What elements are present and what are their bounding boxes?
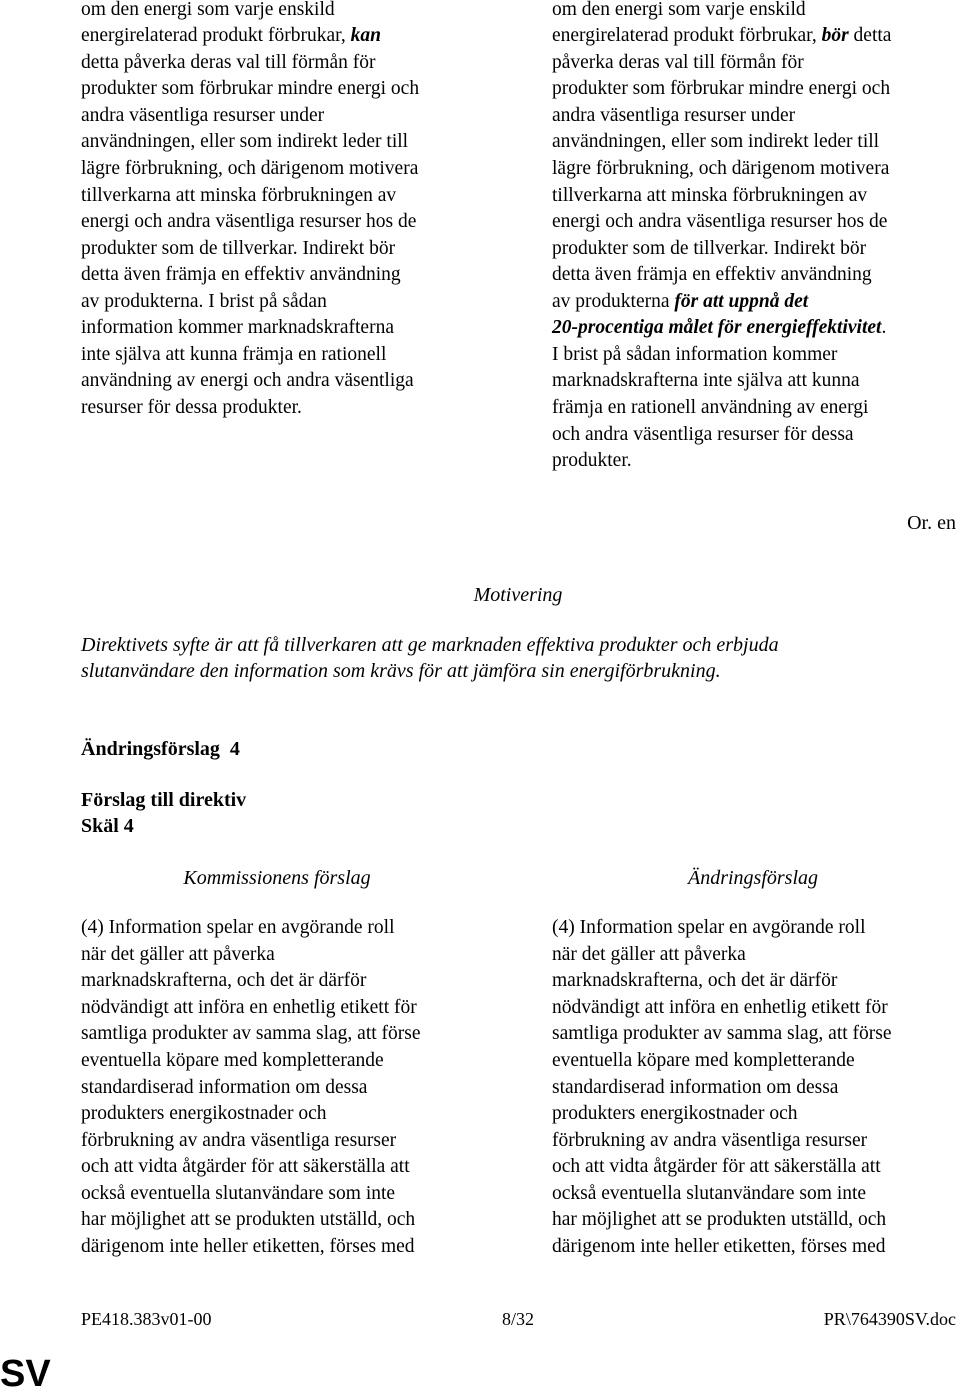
text-line: energi och andra väsentliga resurser hos de <box>81 211 417 232</box>
original-language-label: Or. en <box>907 512 956 534</box>
text-line: andra väsentliga resurser under <box>81 105 325 126</box>
text-line: I brist på sådan information kommer <box>552 344 838 365</box>
text-line: förbrukning av andra väsentliga resurser <box>552 1130 868 1151</box>
text-line: (4) Information spelar en avgörande roll <box>81 917 395 938</box>
amendment-title: Ändringsförslag 4 <box>81 738 240 760</box>
text-line: och att vidta åtgärder för att säkerställa att <box>552 1156 881 1177</box>
text-line: om den energi som varje enskild <box>552 0 806 20</box>
text-line: och andra väsentliga resurser för dessa <box>552 424 854 445</box>
justification-line: Direktivets syfte är att få tillverkaren att ge marknaden effektiva produkter och erbjuda <box>81 634 779 656</box>
text-line: produkter som de tillverkar. Indirekt bör <box>552 238 867 259</box>
recital-title: Skäl 4 <box>81 815 134 837</box>
text-line: eventuella köpare med kompletterande <box>81 1050 384 1071</box>
text-line: energirelaterad produkt förbrukar, kan <box>81 25 381 46</box>
text-line: när det gäller att påverka <box>81 944 275 965</box>
text-line: marknadskrafterna, och det är därför <box>81 970 367 991</box>
text-line: produkters energikostnader och <box>552 1103 798 1124</box>
text-line: (4) Information spelar en avgörande roll <box>552 917 866 938</box>
text-line: detta även främja en effektiv användning <box>81 264 401 285</box>
text-line: standardiserad information om dessa <box>81 1077 368 1098</box>
text-line: detta påverka deras val till förmån för <box>81 52 376 73</box>
text-line: lägre förbrukning, och därigenom motivera <box>552 158 890 179</box>
text-line: produkter som förbrukar mindre energi och <box>552 78 891 99</box>
text-line: påverka deras val till förmån för <box>552 52 804 73</box>
text-line: när det gäller att påverka <box>552 944 746 965</box>
text-line: produkter. <box>552 450 632 471</box>
emphasis-bor: bör <box>821 25 849 46</box>
language-tag: SV <box>0 1353 51 1395</box>
text-line: har möjlighet att se produkten utställd, och <box>81 1209 416 1230</box>
proposal-title: Förslag till direktiv <box>81 789 247 811</box>
text-line: detta även främja en effektiv användning <box>552 264 872 285</box>
text-line: information kommer marknadskrafterna <box>81 317 394 338</box>
text-line: om den energi som varje enskild <box>81 0 335 20</box>
text-line: produkter som förbrukar mindre energi och <box>81 78 420 99</box>
text-line: energirelaterad produkt förbrukar, bör detta <box>552 25 892 46</box>
justification-line: slutanvändare den information som krävs för att jämföra sin energiförbrukning. <box>81 660 721 682</box>
text-line: lägre förbrukning, och därigenom motivera <box>81 158 419 179</box>
text-line: eventuella köpare med kompletterande <box>552 1050 855 1071</box>
justification-heading: Motivering <box>473 584 563 606</box>
text-line: samtliga produkter av samma slag, att förse <box>81 1023 421 1044</box>
text-line: användningen, eller som indirekt leder till <box>81 131 409 152</box>
text-line: användningen, eller som indirekt leder till <box>552 131 880 152</box>
text-line: därigenom inte heller etiketten, förses med <box>81 1236 415 1257</box>
text-line: tillverkarna att minska förbrukningen av <box>552 185 868 206</box>
footer-doc-ref: PE418.383v01-00 <box>81 1309 212 1329</box>
text-line: samtliga produkter av samma slag, att förse <box>552 1023 892 1044</box>
text-line: energi och andra väsentliga resurser hos de <box>552 211 888 232</box>
emphasis-uppna: för att uppnå det <box>674 291 809 312</box>
footer-file-name: PR\764390SV.doc <box>823 1309 956 1329</box>
text-line: därigenom inte heller etiketten, förses med <box>552 1236 886 1257</box>
text-line: också eventuella slutanvändare som inte <box>552 1183 867 1204</box>
text-line: har möjlighet att se produkten utställd, och <box>552 1209 887 1230</box>
text-line: nödvändigt att införa en enhetlig etikett för <box>81 997 417 1018</box>
text-line: andra väsentliga resurser under <box>552 105 796 126</box>
text-line: produkters energikostnader och <box>81 1103 327 1124</box>
col-header-commission: Kommissionens förslag <box>183 867 371 889</box>
text-line: tillverkarna att minska förbrukningen av <box>81 185 397 206</box>
emphasis-kan: kan <box>350 25 381 46</box>
text-line: marknadskrafterna inte själva att kunna <box>552 370 860 391</box>
text-line: förbrukning av andra väsentliga resurser <box>81 1130 397 1151</box>
text-line: standardiserad information om dessa <box>552 1077 839 1098</box>
text-line: av produkterna. I brist på sådan <box>81 291 327 312</box>
text-line: av produkterna för att uppnå det <box>552 291 809 312</box>
emphasis-mal: 20-procentiga målet för energieffektivitet <box>552 317 882 338</box>
text-line: användning av energi och andra väsentliga <box>81 370 414 391</box>
text-line: resurser för dessa produkter. <box>81 397 302 418</box>
text-line: och att vidta åtgärder för att säkerställa att <box>81 1156 410 1177</box>
footer-page-number: 8/32 <box>501 1309 534 1329</box>
text-line: inte själva att kunna främja en rationell <box>81 344 387 365</box>
text-line: marknadskrafterna, och det är därför <box>552 970 838 991</box>
text-line: främja en rationell användning av energi <box>552 397 869 418</box>
text-line: också eventuella slutanvändare som inte <box>81 1183 396 1204</box>
text-line: nödvändigt att införa en enhetlig etikett för <box>552 997 888 1018</box>
col-header-amendment: Ändringsförslag <box>687 867 819 889</box>
text-line: produkter som de tillverkar. Indirekt bör <box>81 238 396 259</box>
text-line: 20-procentiga målet för energieffektivitet. <box>552 317 887 338</box>
